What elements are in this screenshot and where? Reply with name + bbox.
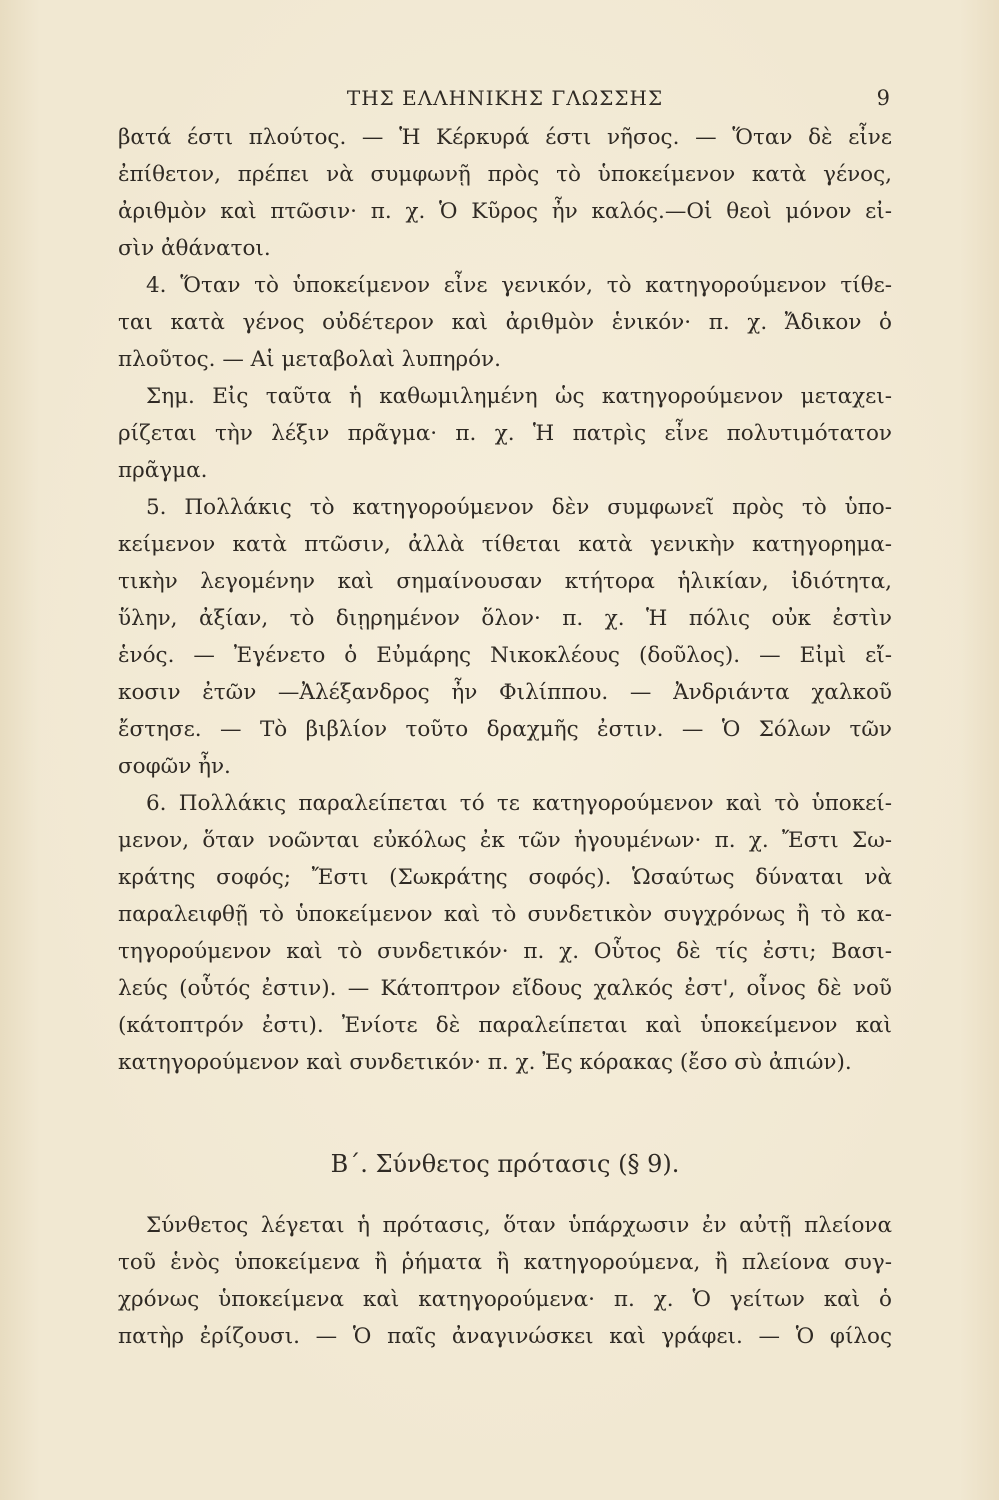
text-line: πρᾶγμα. bbox=[118, 458, 208, 483]
page-header bbox=[120, 86, 890, 116]
text-line: ται κατὰ γένος οὐδέτερον καὶ ἀριθμὸν ἑνικόν· π. χ. Ἄδικον ὁ bbox=[118, 310, 892, 335]
main-text-block bbox=[118, 119, 892, 1081]
text-line: βατά έστι πλούτος. — Ἡ Κέρκυρά έστι νῆσος. — Ὅταν δὲ εἶνε bbox=[118, 125, 892, 150]
text-line: ἑνός. — Ἐγένετο ὁ Εὐμάρης Νικοκλέους (δοῦλος). — Εἰμὶ εἴ- bbox=[118, 643, 892, 668]
page-number: 9 bbox=[876, 86, 890, 110]
text-line: 6. Πολλάκις παραλείπεται τό τε κατηγορούμενον καὶ τὸ ὑποκεί- bbox=[146, 791, 892, 816]
text-line: ἀριθμὸν καὶ πτῶσιν· π. χ. Ὁ Κῦρος ἦν καλός.—Οἱ θεοὶ μόνον εἰ- bbox=[118, 199, 892, 224]
text-line: ἔστησε. — Τὸ βιβλίον τοῦτο δραχμῆς ἐστιν. — Ὁ Σόλων τῶν bbox=[118, 717, 892, 742]
running-head: ΤΗΣ ΕΛΛΗΝΙΚΗΣ ΓΛΩΣΣΗΣ bbox=[346, 86, 664, 110]
text-line: χρόνως ὑποκείμενα καὶ κατηγορούμενα· π. χ. Ὁ γείτων καὶ ὁ bbox=[118, 1287, 892, 1312]
text-line: σοφῶν ἦν. bbox=[118, 754, 231, 779]
text-line: κράτης σοφός; Ἔστι (Σωκράτης σοφός). Ὡσαύτως δύναται νὰ bbox=[118, 865, 892, 890]
text-line: Σημ. Εἰς ταῦτα ἡ καθωμιλημένη ὡς κατηγορούμενον μεταχει- bbox=[146, 384, 892, 409]
text-line: κείμενον κατὰ πτῶσιν, ἀλλὰ τίθεται κατὰ γενικὴν κατηγορημα- bbox=[118, 532, 892, 557]
text-line: κατηγορούμενον καὶ συνδετικόν· π. χ. Ἐς κόρακας (ἔσο σὺ ἀπιών). bbox=[118, 1050, 852, 1075]
text-line: σὶν ἀθάνατοι. bbox=[118, 236, 271, 261]
section-title: Β΄. Σύνθετος πρότασις (§ 9). bbox=[330, 1150, 680, 1178]
text-line: τηγορούμενον καὶ τὸ συνδετικόν· π. χ. Οὗτος δὲ τίς ἐστι; Βασι- bbox=[118, 939, 892, 964]
text-line: ρίζεται τὴν λέξιν πρᾶγμα· π. χ. Ἡ πατρὶς εἶνε πολυτιμότατον bbox=[118, 421, 892, 446]
text-line: τικὴν λεγομένην καὶ σημαίνουσαν κτήτορα ἡλικίαν, ἰδιότητα, bbox=[118, 569, 892, 594]
text-line: ἐπίθετον, πρέπει νὰ συμφωνῇ πρὸς τὸ ὑποκείμενον κατὰ γένος, bbox=[118, 162, 892, 187]
section-text-block bbox=[118, 1207, 892, 1355]
text-line: μενον, ὅταν νοῶνται εὐκόλως ἐκ τῶν ἡγουμένων· π. χ. Ἔστι Σω- bbox=[118, 828, 892, 853]
text-line: παραλειφθῇ τὸ ὑποκείμενον καὶ τὸ συνδετικὸν συγχρόνως ἢ τὸ κα- bbox=[118, 902, 892, 927]
text-line: λεύς (οὗτός ἐστιν). — Κάτοπτρον εἴδους χαλκός ἐστ', οἶνος δὲ νοῦ bbox=[118, 976, 892, 1001]
text-line: 4. Ὅταν τὸ ὑποκείμενον εἶνε γενικόν, τὸ κατηγορούμενον τίθε- bbox=[146, 273, 892, 298]
text-line: (κάτοπτρόν ἐστι). Ἐνίοτε δὲ παραλείπεται καὶ ὑποκείμενον καὶ bbox=[118, 1013, 892, 1038]
text-line: πατὴρ ἐρίζουσι. — Ὁ παῖς ἀναγινώσκει καὶ γράφει. — Ὁ φίλος bbox=[118, 1324, 892, 1349]
text-line: Σύνθετος λέγεται ἡ πρότασις, ὅταν ὑπάρχωσιν ἐν αὐτῇ πλείονα bbox=[146, 1213, 892, 1238]
text-line: 5. Πολλάκις τὸ κατηγορούμενον δὲν συμφωνεῖ πρὸς τὸ ὑπο- bbox=[146, 495, 892, 520]
text-line: ὕλην, ἀξίαν, τὸ διῃρημένον ὅλον· π. χ. Ἡ πόλις οὐκ ἐστὶν bbox=[118, 606, 892, 631]
text-line: πλοῦτος. — Αἱ μεταβολαὶ λυπηρόν. bbox=[118, 347, 501, 372]
text-line: τοῦ ἑνὸς ὑποκείμενα ἢ ῥήματα ἢ κατηγορούμενα, ἢ πλείονα συγ- bbox=[118, 1250, 892, 1275]
text-line: κοσιν ἐτῶν —Ἀλέξανδρος ἦν Φιλίππου. — Ἀνδριάντα χαλκοῦ bbox=[118, 680, 892, 705]
